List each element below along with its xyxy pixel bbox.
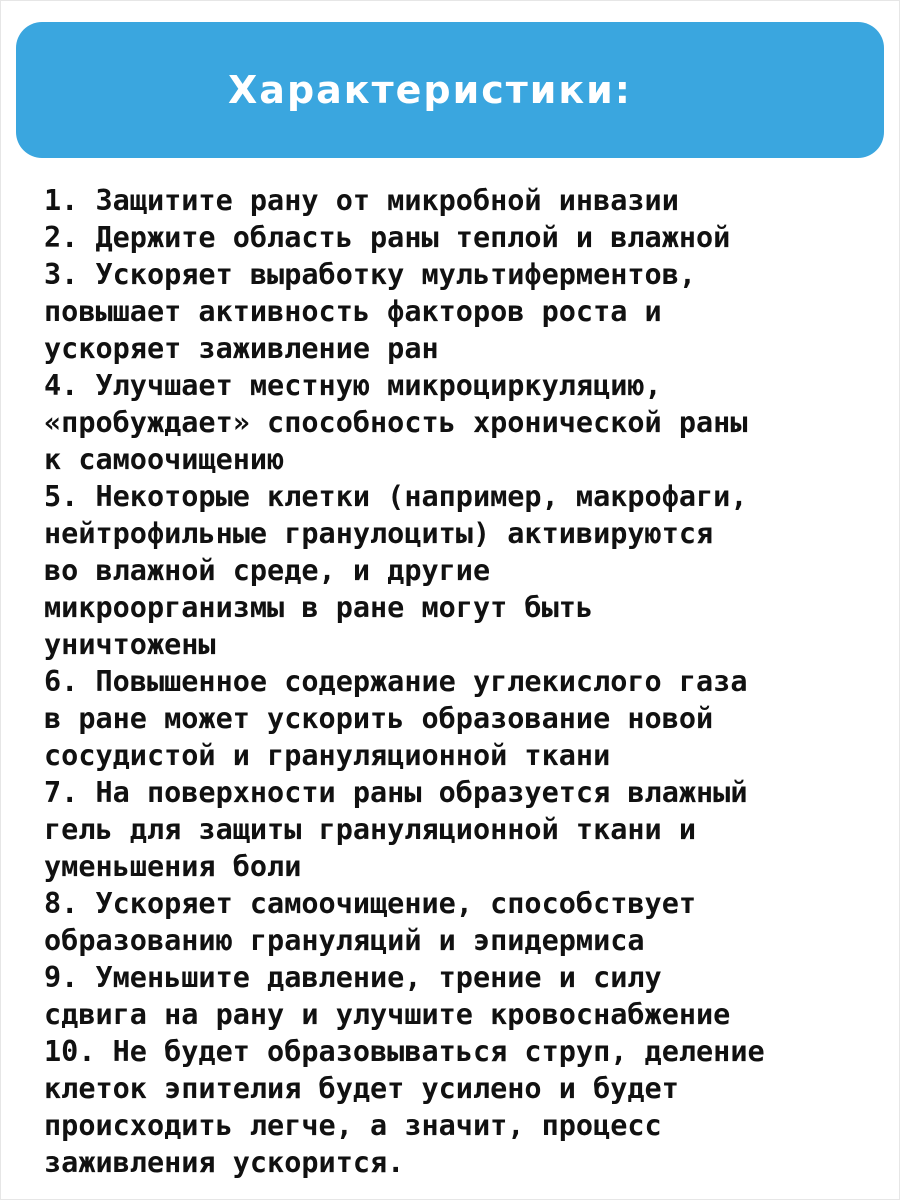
feature-line: микроорганизмы в ране могут быть xyxy=(44,591,594,624)
feature-item-3 xyxy=(44,256,864,367)
feature-item-2 xyxy=(44,219,864,256)
feature-line: сосудистой и грануляционной ткани xyxy=(44,739,611,772)
header-banner xyxy=(16,22,884,158)
feature-line: 8. Ускоряет самоочищение, способствует xyxy=(44,887,697,920)
page-title: Характеристики: xyxy=(228,68,632,112)
feature-line: 9. Уменьшите давление, трение и силу xyxy=(44,961,662,994)
feature-line: образованию грануляций и эпидермиса xyxy=(44,924,645,957)
feature-item-9 xyxy=(44,959,864,1033)
feature-line: гель для защиты грануляционной ткани и xyxy=(44,813,697,846)
feature-item-5 xyxy=(44,478,864,663)
feature-line: 5. Некоторые клетки (например, макрофаги, xyxy=(44,480,748,513)
feature-line: 1. Защитите рану от микробной инвазии xyxy=(44,184,679,217)
feature-line: 4. Улучшает местную микроциркуляцию, xyxy=(44,369,662,402)
feature-line: 3. Ускоряет выработку мультиферментов, xyxy=(44,258,697,291)
feature-line: «пробуждает» способность хронической раны xyxy=(44,406,748,439)
feature-line: 10. Не будет образовываться струп, деление xyxy=(44,1035,765,1068)
feature-line: происходить легче, а значит, процесс xyxy=(44,1109,662,1142)
feature-line: во влажной среде, и другие xyxy=(44,554,491,587)
feature-line: в ране может ускорить образование новой xyxy=(44,702,714,735)
feature-item-7 xyxy=(44,774,864,885)
feature-line: уничтожены xyxy=(44,628,216,661)
feature-item-4 xyxy=(44,367,864,478)
feature-line: ускоряет заживление ран xyxy=(44,332,439,365)
feature-line: сдвига на рану и улучшите кровоснабжение xyxy=(44,998,731,1031)
feature-line: клеток эпителия будет усилено и будет xyxy=(44,1072,679,1105)
feature-line: к самоочищению xyxy=(44,443,285,476)
feature-line: 2. Держите область раны теплой и влажной xyxy=(44,221,731,254)
feature-line: 7. На поверхности раны образуется влажный xyxy=(44,776,748,809)
feature-item-6 xyxy=(44,663,864,774)
feature-line: повышает активность факторов роста и xyxy=(44,295,662,328)
feature-item-1 xyxy=(44,182,864,219)
feature-line: заживления ускорится. xyxy=(44,1146,405,1179)
feature-line: нейтрофильные гранулоциты) активируются xyxy=(44,517,714,550)
feature-line: уменьшения боли xyxy=(44,850,302,883)
feature-item-8 xyxy=(44,885,864,959)
features-list xyxy=(44,182,864,1181)
feature-item-10 xyxy=(44,1033,864,1181)
feature-line: 6. Повышенное содержание углекислого газа xyxy=(44,665,748,698)
